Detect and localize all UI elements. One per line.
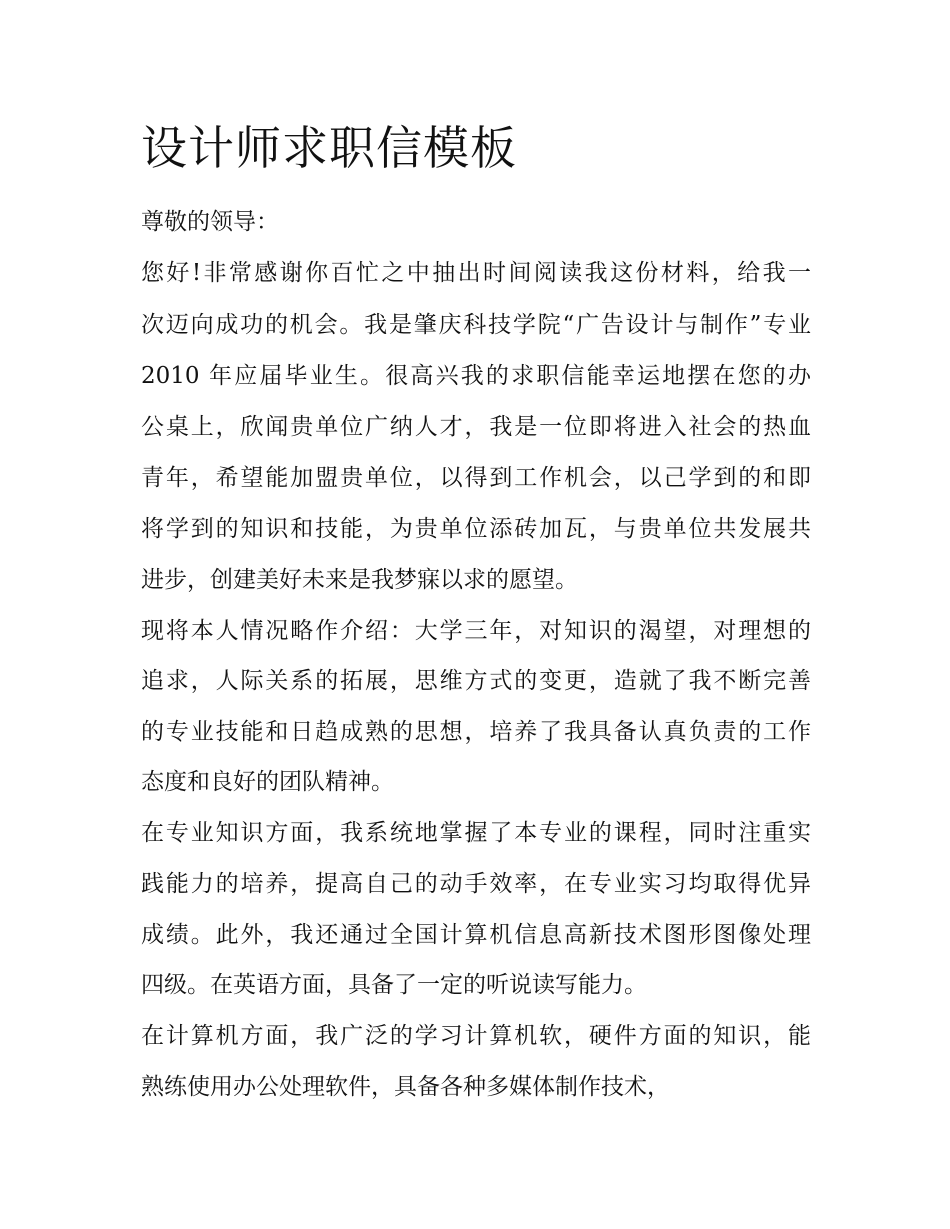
body-line: 追求，人际关系的拓展，思维方式的变更，造就了我不断完善 xyxy=(141,668,811,694)
body-line: 熟练使用办公处理软件，具备各种多媒体制作技术， xyxy=(141,1074,670,1100)
body-line: 公桌上，欣闻贵单位广纳人才，我是一位即将进入社会的热血 xyxy=(141,414,811,440)
body-line: 次迈向成功的机会。我是肇庆科技学院“广告设计与制作”专业 xyxy=(141,312,811,338)
body-line: 态度和良好的团队精神。 xyxy=(141,769,394,795)
document-title: 设计师求职信模板 xyxy=(141,121,517,175)
body-line: 将学到的知识和技能，为贵单位添砖加瓦，与贵单位共发展共 xyxy=(141,516,811,542)
salutation-line: 尊敬的领导： xyxy=(141,209,279,235)
body-line: 在计算机方面，我广泛的学习计算机软，硬件方面的知识，能 xyxy=(141,1023,811,1049)
body-line: 2010 年应届毕业生。很高兴我的求职信能幸运地摆在您的办 xyxy=(141,363,811,389)
body-line: 青年，希望能加盟贵单位，以得到工作机会，以己学到的和即 xyxy=(141,465,811,491)
body-line: 您好!非常感谢你百忙之中抽出时间阅读我这份材料，给我一 xyxy=(141,260,811,286)
body-line: 现将本人情况略作介绍：大学三年，对知识的渴望，对理想的 xyxy=(141,618,811,644)
body-line: 四级。在英语方面，具备了一定的听说读写能力。 xyxy=(141,972,647,998)
body-line: 成绩。此外，我还通过全国计算机信息高新技术图形图像处理 xyxy=(141,922,811,948)
body-line: 的专业技能和日趋成熟的思想，培养了我具备认真负责的工作 xyxy=(141,719,811,745)
body-line: 践能力的培养，提高自己的动手效率，在专业实习均取得优异 xyxy=(141,871,811,897)
body-line: 进步，创建美好未来是我梦寐以求的愿望。 xyxy=(141,567,578,593)
body-line: 在专业知识方面，我系统地掌握了本专业的课程，同时注重实 xyxy=(141,820,811,846)
